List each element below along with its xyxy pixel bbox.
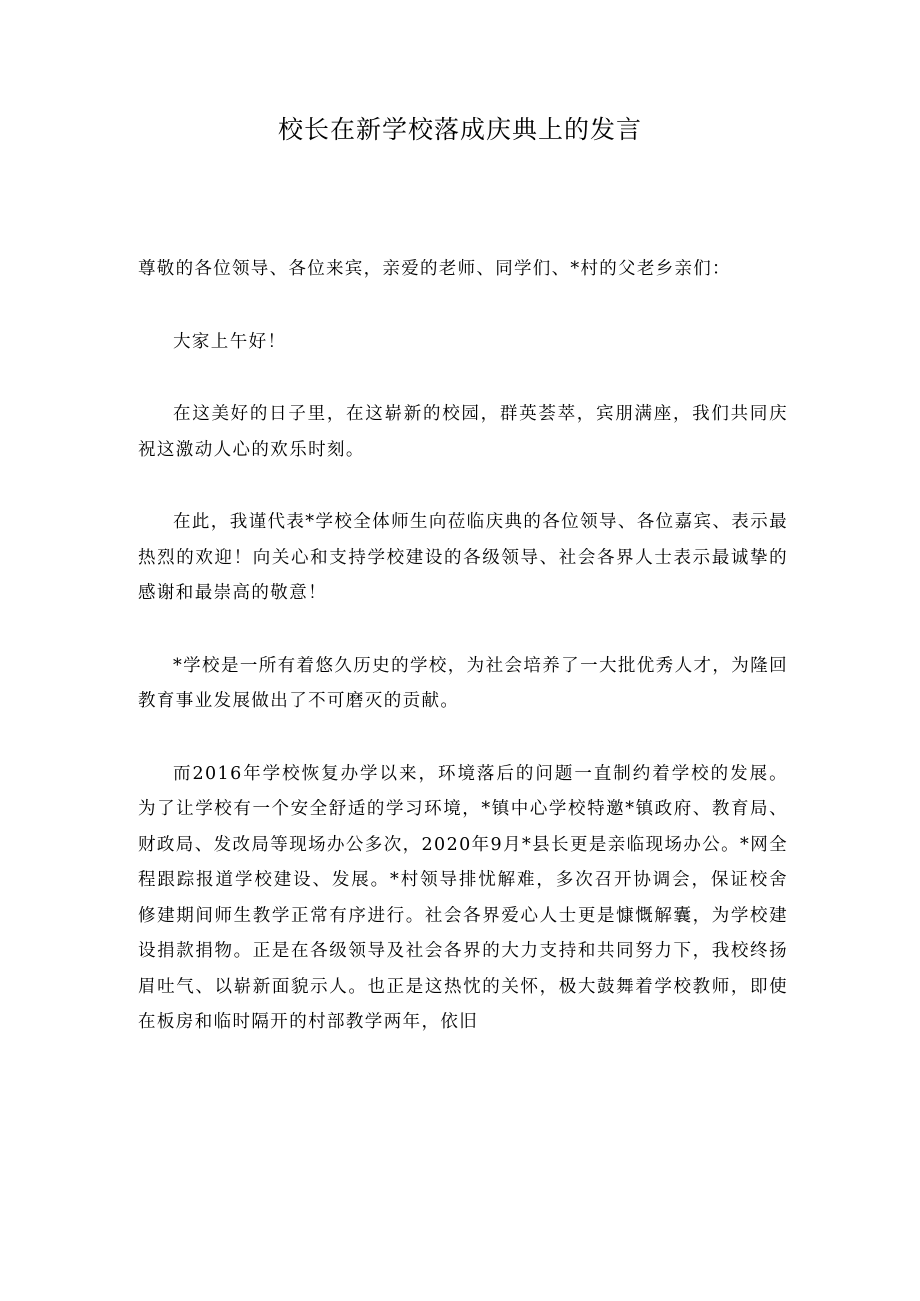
body-paragraph-2: 在此，我谨代表*学校全体师生向莅临庆典的各位领导、各位嘉宾、表示最热烈的欢迎！向关心和支持学校建设的各级领导、社会各界人士表示最诚挚的感谢和最崇高的敬意！ — [138, 512, 788, 603]
greeting-paragraph: 大家上午好！ — [173, 331, 287, 352]
salutation-paragraph: 尊敬的各位领导、各位来宾，亲爱的老师、同学们、*村的父老乡亲们： — [138, 259, 731, 279]
document-title: 校长在新学校落成庆典上的发言 — [277, 115, 642, 144]
body-paragraph-4: 而2016年学校恢复办学以来，环境落后的问题一直制约着学校的发展。为了让学校有一个安全舒适的学习环境，*镇中心学校特邀*镇政府、教育局、财政局、发改局等现场办公多次，2020年9月*县长更是亲临现场办公。*网全程跟踪报道学校建设、发展。*村领导排忧解难，多次召开协调会，保证校舍修建期间师生教学正常有序进行。社会各界爱心人士更是慷慨解囊，为学校建设捐款捐物。正是在各级领导及社会各界的大力支持和共同努力下，我校终扬眉吐气、以崭新面貌示人。也正是这热忱的关怀，极大鼓舞着学校教师，即使在板房和临时隔开的村部教学两年，依旧 — [138, 763, 788, 1032]
body-paragraph-1: 在这美好的日子里，在这崭新的校园，群英荟萃，宾朋满座，我们共同庆祝这激动人心的欢乐时刻。 — [138, 404, 788, 460]
document-body — [138, 252, 788, 1078]
body-paragraph-3: *学校是一所有着悠久历史的学校，为社会培养了一大批优秀人才，为隆回教育事业发展做出了不可磨灭的贡献。 — [138, 655, 788, 711]
